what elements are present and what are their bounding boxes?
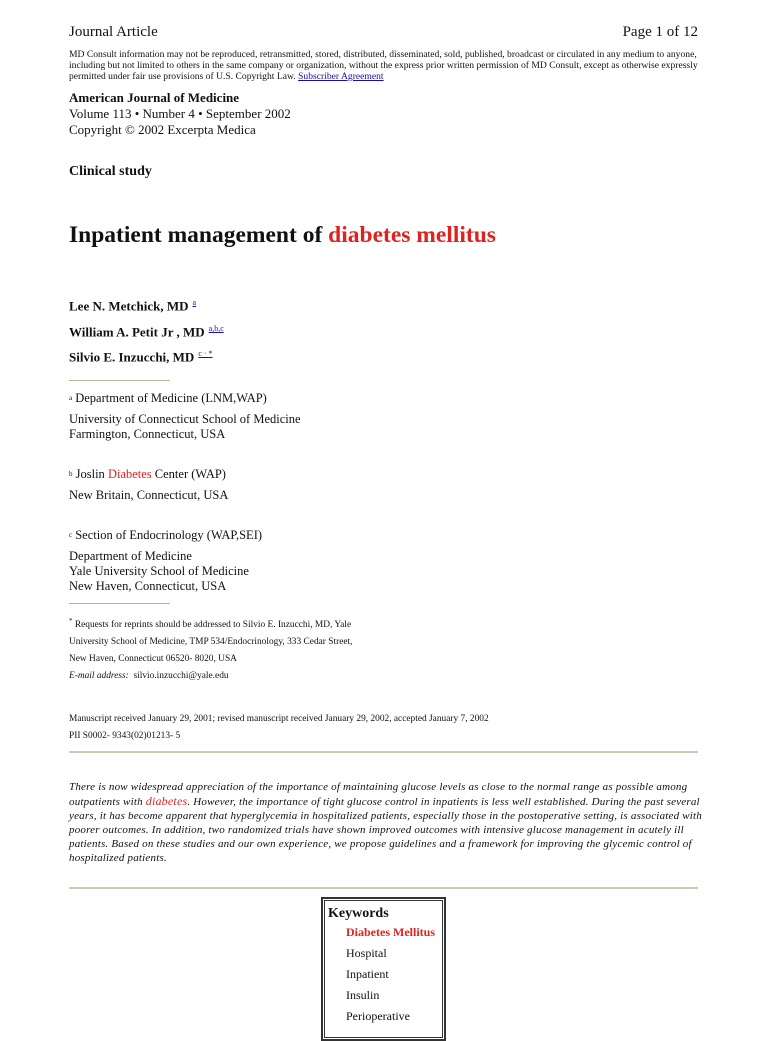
abstract-text: There is now widespread appreciation of the importance of maintaining glucose levels as close to the normal range as possible among outpatients with — [69, 781, 688, 809]
notice-text: MD Consult information may not be reproduced, retransmitted, stored, distributed, disseminated, sold, published, broadcast or circulated in any medium to anyone, including but not limited to others in the same company or organization, without the express prior written permission of MD Consult, except as otherwise expressly permitted under fair use provisions of U.S. Copyright Law. — [69, 49, 698, 82]
correspondence-line: Requests for reprints should be addressed to Silvio E. Inzucchi, MD, Yale — [74, 620, 352, 631]
email-label: E-mail address: — [69, 671, 129, 682]
keyword-item[interactable]: Insulin — [346, 988, 380, 1002]
affiliation-link[interactable]: c · * — [198, 349, 213, 358]
affiliation-link[interactable]: a — [192, 298, 197, 307]
correspondence-block — [69, 616, 409, 682]
manuscript-dates: Manuscript received January 29, 2001; revised manuscript received January 29, 2002, accepted January 7, 2002 — [69, 714, 489, 724]
divider — [69, 751, 698, 753]
abstract-highlight: diabetes — [145, 794, 188, 809]
abstract-text-rest: . However, the importance of tight glucose control in inpatients is less well established. During the past several years, it has become apparent that hyperglycemia in hospitalized patients, especially those in the postoperative setting, is associated with poorer outcomes. In addition, two randomized trials have shown improved outcomes with intensive glucose management in acutely ill patients. Based on these studies and our own experience, we propose guidelines and a framework for improving the glycemic control of hospitalized patients. — [69, 796, 703, 865]
correspondence-line: University School of Medicine, TMP 534/Endocrinology, 333 Cedar Street, — [69, 637, 353, 648]
email-address: silvio.inzucchi@yale.edu — [133, 671, 229, 682]
journal-name: American Journal of Medicine — [69, 90, 240, 105]
keyword-item[interactable]: Diabetes Mellitus — [346, 925, 435, 939]
keyword-item[interactable]: Inpatient — [346, 967, 389, 981]
keyword-item[interactable]: Hospital — [346, 946, 387, 960]
affiliation-marker: c — [69, 531, 73, 539]
journal-info — [69, 90, 291, 138]
affiliation-location: New Britain, Connecticut, USA — [69, 488, 229, 502]
keywords-heading: Keywords — [328, 906, 389, 921]
subscriber-agreement-link[interactable]: Subscriber Agreement — [298, 71, 384, 82]
keywords-list — [346, 925, 435, 1030]
section-label: Clinical study — [69, 164, 152, 179]
author-name: Lee N. Metchick, MD — [69, 298, 189, 314]
affiliation-a — [69, 391, 301, 442]
manuscript-info — [69, 714, 489, 742]
affiliation-dept: Joslin — [75, 467, 108, 481]
affiliation-location: New Haven, Connecticut, USA — [69, 579, 227, 593]
keywords-box — [321, 897, 446, 1041]
article-title — [69, 222, 496, 249]
page-indicator: Page 1 of 12 — [622, 24, 698, 40]
affiliation-dept: Section of Endocrinology (WAP,SEI) — [75, 528, 263, 542]
author-name: Silvio E. Inzucchi, MD — [69, 349, 195, 365]
document-type-label: Journal Article — [69, 24, 158, 40]
copyright-notice — [69, 49, 699, 82]
correspondence-marker: * — [69, 617, 73, 625]
affiliation-b — [69, 467, 228, 503]
author-3 — [69, 349, 213, 365]
affiliation-highlight: Diabetes — [107, 467, 152, 481]
author-2 — [69, 324, 224, 340]
divider — [69, 887, 698, 889]
affiliation-marker: a — [69, 394, 73, 402]
title-highlight: diabetes mellitus — [328, 222, 496, 248]
affiliation-school: Yale University School of Medicine — [69, 564, 249, 578]
author-name: William A. Petit Jr , MD — [69, 324, 205, 340]
divider — [69, 603, 170, 604]
affiliation-dept-rest: Center (WAP) — [151, 467, 226, 481]
journal-volume: Volume 113 • Number 4 • September 2002 — [69, 106, 291, 121]
affiliation-dept-2: Department of Medicine — [69, 549, 192, 563]
affiliation-location: Farmington, Connecticut, USA — [69, 427, 226, 441]
correspondence-line: New Haven, Connecticut 06520- 8020, USA — [69, 654, 237, 665]
journal-copyright: Copyright © 2002 Excerpta Medica — [69, 122, 256, 137]
keyword-item[interactable]: Perioperative — [346, 1009, 410, 1023]
pii-code: PII S0002- 9343(02)01213- 5 — [69, 731, 181, 741]
divider — [69, 380, 170, 381]
title-text: Inpatient management of — [69, 222, 329, 248]
abstract — [69, 780, 705, 866]
affiliation-c — [69, 528, 262, 594]
author-1 — [69, 298, 196, 314]
affiliation-link[interactable]: a,b,c — [208, 324, 224, 333]
affiliation-marker: b — [69, 470, 73, 478]
affiliation-dept: Department of Medicine (LNM,WAP) — [75, 391, 267, 405]
affiliation-school: University of Connecticut School of Medicine — [69, 412, 301, 426]
